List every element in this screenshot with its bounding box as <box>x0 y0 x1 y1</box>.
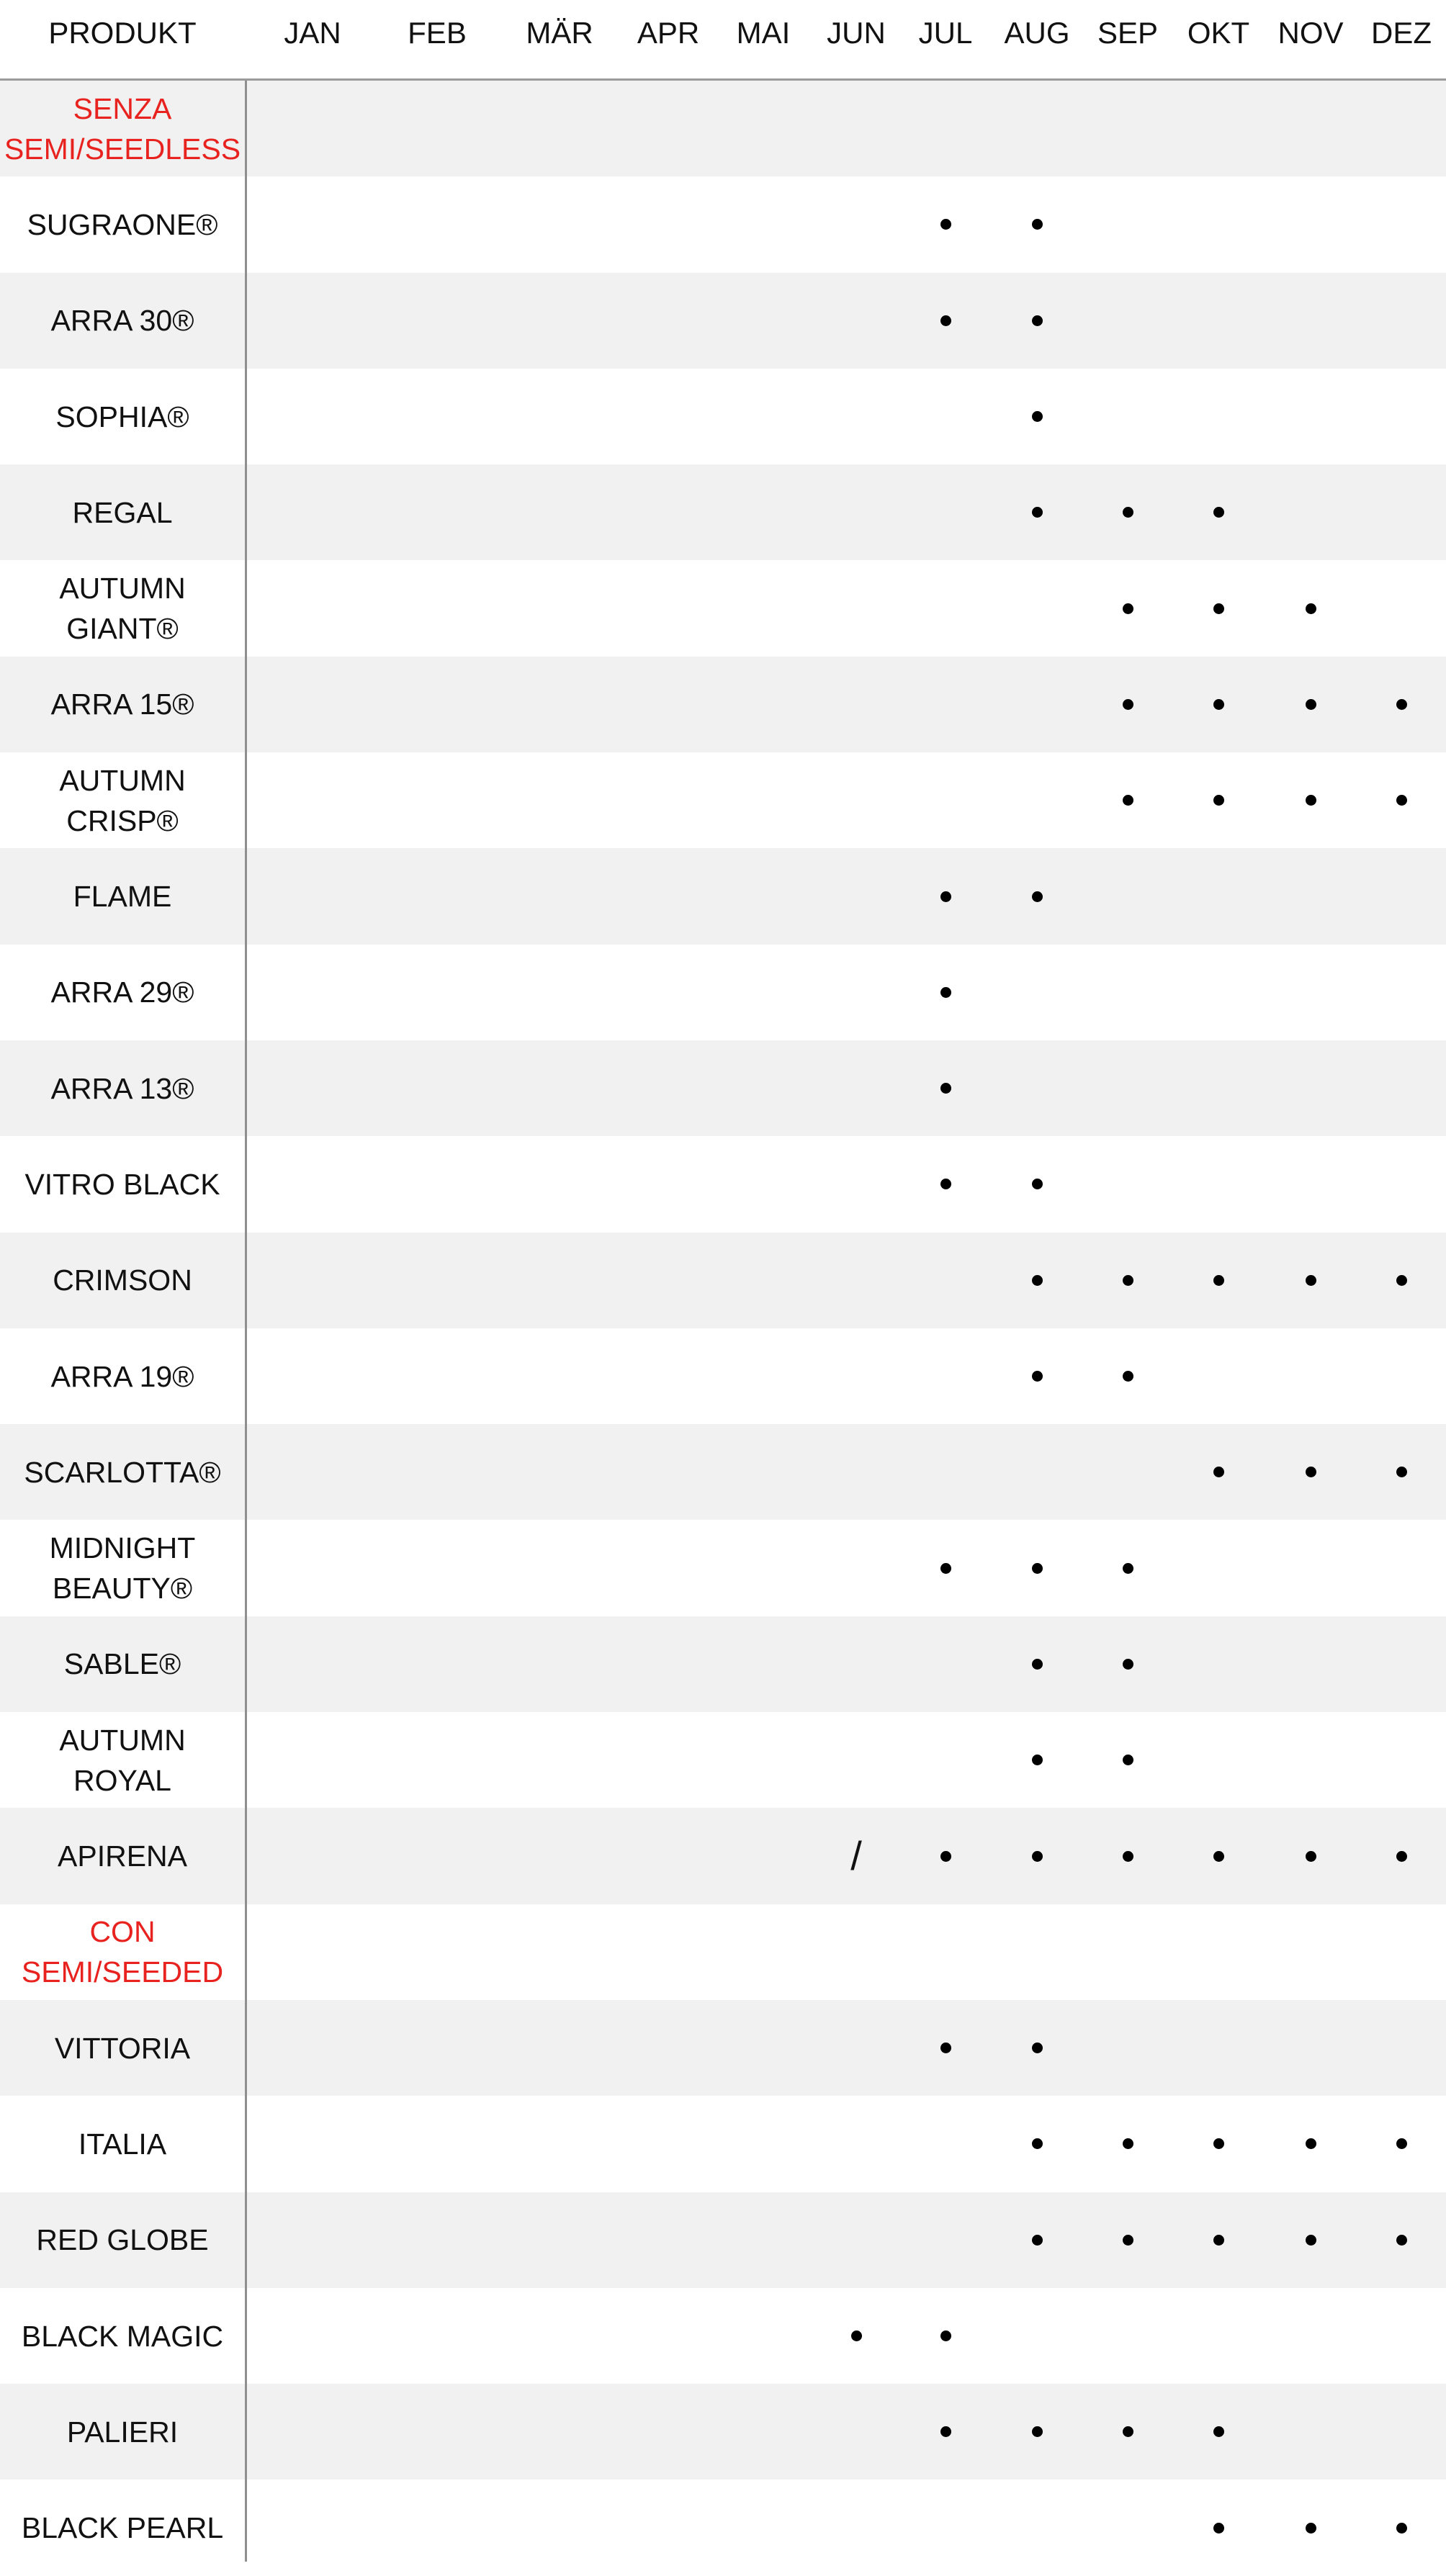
availability-dot <box>1373 1808 1430 1904</box>
availability-dot <box>1008 2192 1066 2288</box>
availability-dot <box>1190 2096 1247 2192</box>
table-row <box>0 2384 1446 2480</box>
product-name: ARRA 19® <box>50 1359 194 1393</box>
availability-dot <box>1099 1616 1157 1712</box>
availability-dot <box>1099 561 1157 657</box>
availability-dot <box>917 848 974 944</box>
product-name: ITALIA <box>78 2127 167 2161</box>
table-row <box>0 1040 1446 1136</box>
availability-dot <box>1008 1808 1066 1904</box>
availability-dot <box>1099 752 1157 848</box>
product-name: BLACK PEARL <box>21 2511 224 2545</box>
availability-dot <box>917 1040 974 1136</box>
column-header-month: MÄR <box>526 16 593 50</box>
availability-dot <box>1282 2192 1339 2288</box>
column-header-month: FEB <box>408 16 467 50</box>
column-header-month: APR <box>637 16 700 50</box>
availability-dot <box>1190 464 1247 560</box>
table-row <box>0 1136 1446 1232</box>
product-name: SUGRAONE® <box>27 207 218 241</box>
availability-dot <box>1282 1424 1339 1520</box>
product-name: CRIMSON <box>53 1264 192 1297</box>
product-name: ARRA 29® <box>50 976 194 1009</box>
availability-dot <box>1008 1521 1066 1616</box>
product-name: VITTORIA <box>54 2031 191 2065</box>
availability-dot <box>1099 1712 1157 1808</box>
product-name: RED GLOBE <box>36 2223 209 2257</box>
column-header-month: OKT <box>1187 16 1250 50</box>
table-header <box>0 0 1446 81</box>
product-name: ARRA 30® <box>50 304 194 338</box>
table-row <box>0 1328 1446 1424</box>
availability-dot <box>827 2288 885 2384</box>
availability-dot <box>917 945 974 1040</box>
availability-dot <box>1008 176 1066 272</box>
table-row <box>0 2096 1446 2192</box>
product-name: MIDNIGHT BEAUTY® <box>49 1531 196 1606</box>
availability-dot <box>1099 464 1157 560</box>
table-row <box>0 2288 1446 2384</box>
product-name: ARRA 15® <box>50 688 194 721</box>
table-row <box>0 2000 1446 2096</box>
table-row <box>0 464 1446 560</box>
availability-dot <box>1008 1712 1066 1808</box>
column-header-month: DEZ <box>1371 16 1432 50</box>
availability-dot <box>1190 1233 1247 1328</box>
table-row <box>0 752 1446 848</box>
availability-dot <box>1008 848 1066 944</box>
table-row <box>0 945 1446 1040</box>
availability-slash: / <box>850 1833 862 1879</box>
product-name: AUTUMN ROYAL <box>59 1723 186 1797</box>
availability-dot <box>1282 657 1339 752</box>
availability-dot <box>1282 2096 1339 2192</box>
table-row <box>0 1521 1446 1616</box>
column-header-product: PRODUKT <box>48 16 197 50</box>
availability-dot <box>1373 657 1430 752</box>
availability-dot <box>1099 2192 1157 2288</box>
availability-dot <box>1008 1233 1066 1328</box>
table-row <box>0 176 1446 272</box>
table-row <box>0 1424 1446 1520</box>
table-row <box>0 1233 1446 1328</box>
availability-dot <box>1373 1233 1430 1328</box>
availability-dot <box>1282 1233 1339 1328</box>
availability-dot <box>1373 2096 1430 2192</box>
product-name: SOPHIA® <box>55 400 189 433</box>
availability-dot <box>917 2384 974 2480</box>
availability-dot <box>1008 1328 1066 1424</box>
table-row <box>0 657 1446 752</box>
table-row <box>0 848 1446 944</box>
section-row <box>0 81 1446 176</box>
availability-dot <box>917 1808 974 1904</box>
availability-dot <box>1373 2192 1430 2288</box>
availability-dot <box>917 176 974 272</box>
availability-dot <box>1190 1808 1247 1904</box>
product-column-divider <box>245 81 247 2562</box>
product-name: BLACK MAGIC <box>21 2319 224 2353</box>
product-name: SABLE® <box>63 1647 181 1681</box>
table-row <box>0 369 1446 464</box>
product-name: APIRENA <box>58 1839 187 1873</box>
availability-dot <box>1373 1424 1430 1520</box>
availability-dot <box>1282 752 1339 848</box>
availability-dot <box>1008 464 1066 560</box>
availability-dot <box>1008 369 1066 464</box>
availability-dot <box>1190 752 1247 848</box>
product-name: PALIERI <box>66 2415 179 2449</box>
availability-dot <box>1282 1808 1339 1904</box>
availability-dot <box>1373 752 1430 848</box>
column-header-month: JAN <box>284 16 341 50</box>
availability-dot <box>1190 657 1247 752</box>
availability-dot <box>1008 1616 1066 1712</box>
table-row <box>0 1808 1446 1904</box>
availability-dot <box>1099 1328 1157 1424</box>
column-header-month: JUN <box>827 16 886 50</box>
product-name: AUTUMN CRISP® <box>59 763 186 837</box>
availability-dot <box>917 1521 974 1616</box>
table-row <box>0 1616 1446 1712</box>
availability-dot <box>917 1136 974 1232</box>
product-name: SCARLOTTA® <box>24 1455 221 1489</box>
section-row <box>0 1904 1446 2000</box>
availability-dot <box>1099 2384 1157 2480</box>
availability-dot <box>1099 657 1157 752</box>
availability-dot <box>917 2288 974 2384</box>
availability-dot <box>1008 2096 1066 2192</box>
product-name: VITRO BLACK <box>24 1167 220 1201</box>
availability-dot <box>1099 2096 1157 2192</box>
availability-dot <box>1099 1521 1157 1616</box>
product-name: FLAME <box>73 880 172 914</box>
column-header-month: SEP <box>1097 16 1159 50</box>
availability-dot <box>917 2000 974 2096</box>
availability-dot <box>1190 561 1247 657</box>
table-row <box>0 561 1446 657</box>
availability-dot <box>1099 1233 1157 1328</box>
column-header-month: NOV <box>1277 16 1344 50</box>
availability-dot <box>1282 561 1339 657</box>
table-row <box>0 1712 1446 1808</box>
availability-dot <box>1190 2192 1247 2288</box>
availability-dot <box>1099 1808 1157 1904</box>
availability-dot <box>917 273 974 369</box>
table-row <box>0 2192 1446 2288</box>
product-name: REGAL <box>72 495 173 529</box>
section-label: CON SEMI/SEEDED <box>21 1915 224 1989</box>
column-header-month: AUG <box>1004 16 1070 50</box>
availability-dot <box>1190 2384 1247 2480</box>
column-header-month: JUL <box>918 16 973 50</box>
availability-dot <box>1008 273 1066 369</box>
product-name: AUTUMN GIANT® <box>59 572 186 646</box>
availability-dot <box>1008 2384 1066 2480</box>
availability-dot <box>1008 1136 1066 1232</box>
table-row <box>0 273 1446 369</box>
section-label: SENZA SEMI/SEEDLESS <box>4 91 241 166</box>
product-name: ARRA 13® <box>50 1071 194 1105</box>
availability-dot <box>1008 2000 1066 2096</box>
availability-dot <box>1190 1424 1247 1520</box>
column-header-month: MAI <box>736 16 791 50</box>
